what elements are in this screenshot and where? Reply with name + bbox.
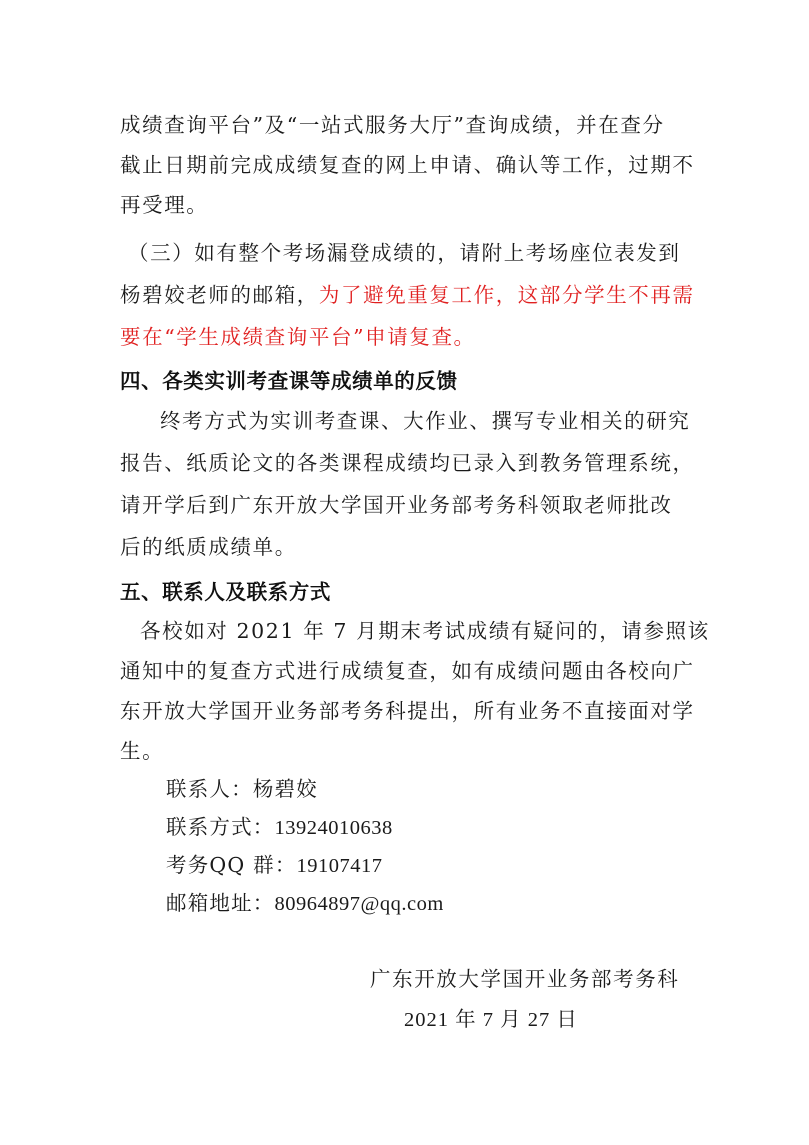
- contact-qq: [166, 848, 383, 878]
- item-three-line: （三）如有整个考场漏登成绩的，请附上考场座位表发到: [128, 241, 681, 265]
- section-four-heading: 四、各类实训考查课等成绩单的反馈: [120, 369, 458, 393]
- paragraph-line: 成绩查询平台”及“一站式服务大厅”查询成绩，并在查分: [120, 113, 665, 137]
- item-three-highlight-text: 为了避免重复工作，这部分学生不再需: [318, 283, 695, 307]
- item-three-normal-text: 杨碧姣老师的邮箱，: [120, 283, 319, 307]
- item-three-highlight-line: 要在“学生成绩查询平台”申请复查。: [120, 325, 476, 349]
- section-five-heading: 五、联系人及联系方式: [120, 580, 331, 604]
- contact-phone-value: 13924010638: [274, 817, 393, 839]
- section-four-line: 报告、纸质论文的各类课程成绩均已录入到教务管理系统，: [120, 451, 695, 475]
- section-five-line: 东开放大学国开业务部考务科提出，所有业务不直接面对学: [120, 699, 695, 723]
- section-four-line: 终考方式为实训考查课、大作业、撰写专业相关的研究: [160, 409, 691, 433]
- contact-qq-value: 19107417: [296, 855, 383, 877]
- section-five-line: 各校如对 2021 年 7 月期末考试成绩有疑问的，请参照该: [140, 619, 710, 643]
- paragraph-line: 再受理。: [120, 193, 209, 217]
- paragraph-line: 截止日期前完成成绩复查的网上申请、确认等工作，过期不: [120, 153, 695, 177]
- contact-phone: [166, 810, 393, 840]
- item-three-line: [120, 278, 695, 308]
- section-four-line: 请开学后到广东开放大学国开业务部考务科领取老师批改: [120, 493, 673, 517]
- signature-date: 2021 年 7 月 27 日: [404, 1009, 578, 1031]
- contact-phone-label: 联系方式：: [166, 815, 275, 839]
- section-five-line: 生。: [120, 739, 165, 763]
- contact-person: [166, 772, 318, 802]
- signature-org: 广东开放大学国开业务部考务科: [370, 967, 680, 991]
- section-four-line: 后的纸质成绩单。: [120, 535, 297, 559]
- contact-person-label: 联系人：: [166, 777, 253, 801]
- section-five-line: 通知中的复查方式进行成绩复查，如有成绩问题由各校向广: [120, 659, 695, 683]
- contact-email: [166, 886, 444, 916]
- contact-email-label: 邮箱地址：: [166, 891, 275, 915]
- contact-qq-label: 考务QQ 群：: [166, 853, 297, 877]
- contact-person-value: 杨碧姣: [252, 777, 318, 801]
- contact-email-value: 80964897@qq.com: [274, 893, 444, 915]
